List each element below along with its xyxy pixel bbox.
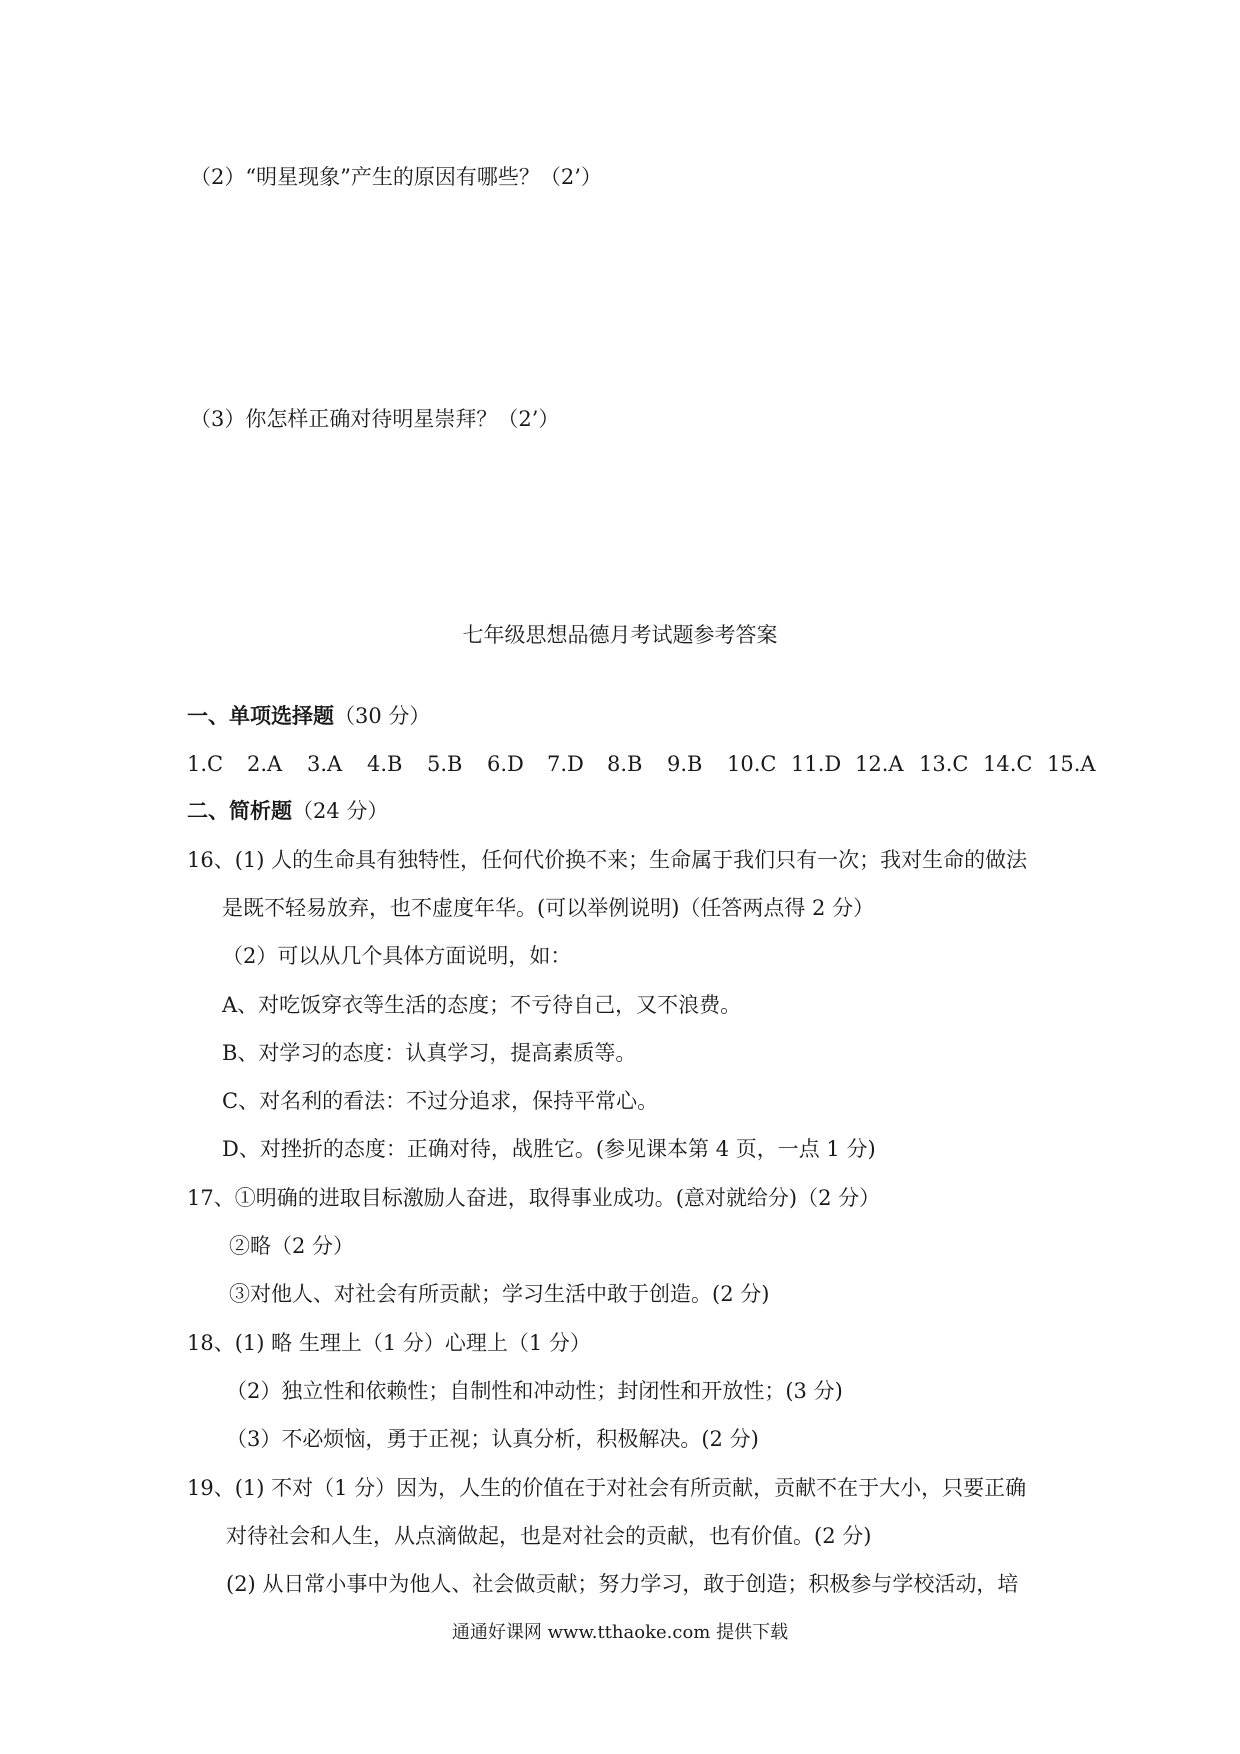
- answer-19-part2: (2) 从日常小事中为他人、社会做贡献；努力学习，敢于创造；积极参与学校活动，培: [226, 1572, 1019, 1596]
- answer-17-2: ②略（2 分）: [229, 1234, 355, 1258]
- question-3: （3）你怎样正确对待明星崇拜？（2’）: [190, 407, 560, 431]
- mc-answer: 14.C: [983, 752, 1033, 776]
- answer-18-3: （3）不必烦恼，勇于正视；认真分析，积极解决。(2 分): [226, 1427, 759, 1451]
- mc-answer: 10.C: [727, 752, 777, 776]
- multiple-choice-answers: [187, 750, 1111, 778]
- mc-answer: 1.C: [187, 752, 224, 776]
- answer-17-3: ③对他人、对社会有所贡献；学习生活中敢于创造。(2 分): [229, 1282, 770, 1306]
- answer-16-b: B、对学习的态度：认真学习，提高素质等。: [222, 1041, 637, 1065]
- page-footer: 通通好课网 www.tthaoke.com 提供下载: [451, 1622, 789, 1643]
- answer-16-line1: 16、(1) 人的生命具有独特性，任何代价换不来；生命属于我们只有一次；我对生命的做法: [187, 848, 1028, 872]
- section2-heading-text: 二、简析题: [187, 799, 292, 823]
- answer-19-line2: 对待社会和人生，从点滴做起，也是对社会的贡献，也有价值。(2 分): [226, 1524, 872, 1548]
- mc-answer: 11.D: [791, 752, 842, 776]
- answer-16-a: A、对吃饭穿衣等生活的态度；不亏待自己，又不浪费。: [222, 993, 742, 1017]
- section2-heading: [187, 797, 388, 825]
- answer-19-line1: 19、(1) 不对（1 分）因为，人生的价值在于对社会有所贡献，贡献不在于大小，只要正确: [187, 1476, 1027, 1500]
- mc-answer: 3.A: [307, 752, 343, 776]
- mc-answer: 8.B: [607, 752, 643, 776]
- mc-answer: 2.A: [247, 752, 283, 776]
- answer-18-2: （2）独立性和依赖性；自制性和冲动性；封闭性和开放性；(3 分): [226, 1379, 843, 1403]
- mc-answer: 12.A: [855, 752, 904, 776]
- mc-answer: 15.A: [1047, 752, 1096, 776]
- mc-answer: 6.D: [487, 752, 524, 776]
- section1-heading-text: 一、单项选择题: [187, 704, 334, 728]
- section2-score: （24 分）: [292, 799, 389, 823]
- answer-16-c: C、对名利的看法：不过分追求，保持平常心。: [222, 1089, 659, 1113]
- answer-16-d: D、对挫折的态度：正确对待，战胜它。(参见课本第 4 页，一点 1 分): [222, 1137, 876, 1161]
- answer-16-part2: （2）可以从几个具体方面说明，如：: [222, 944, 572, 968]
- answers-title: 七年级思想品德月考试题参考答案: [462, 623, 778, 647]
- question-2: （2）“明星现象”产生的原因有哪些？（2’）: [190, 165, 602, 189]
- answer-17-1: 17、①明确的进取目标激励人奋进，取得事业成功。(意对就给分)（2 分）: [187, 1186, 881, 1210]
- section1-score: （30 分）: [334, 704, 431, 728]
- answer-16-line2: 是既不轻易放弃，也不虚度年华。(可以举例说明)（任答两点得 2 分）: [222, 896, 875, 920]
- mc-answer: 9.B: [667, 752, 703, 776]
- mc-answer: 5.B: [427, 752, 463, 776]
- section1-heading: [187, 702, 430, 730]
- mc-answer: 13.C: [919, 752, 969, 776]
- mc-answer: 4.B: [367, 752, 403, 776]
- mc-answer: 7.D: [547, 752, 584, 776]
- answer-18-1: 18、(1) 略 生理上（1 分）心理上（1 分）: [187, 1331, 591, 1355]
